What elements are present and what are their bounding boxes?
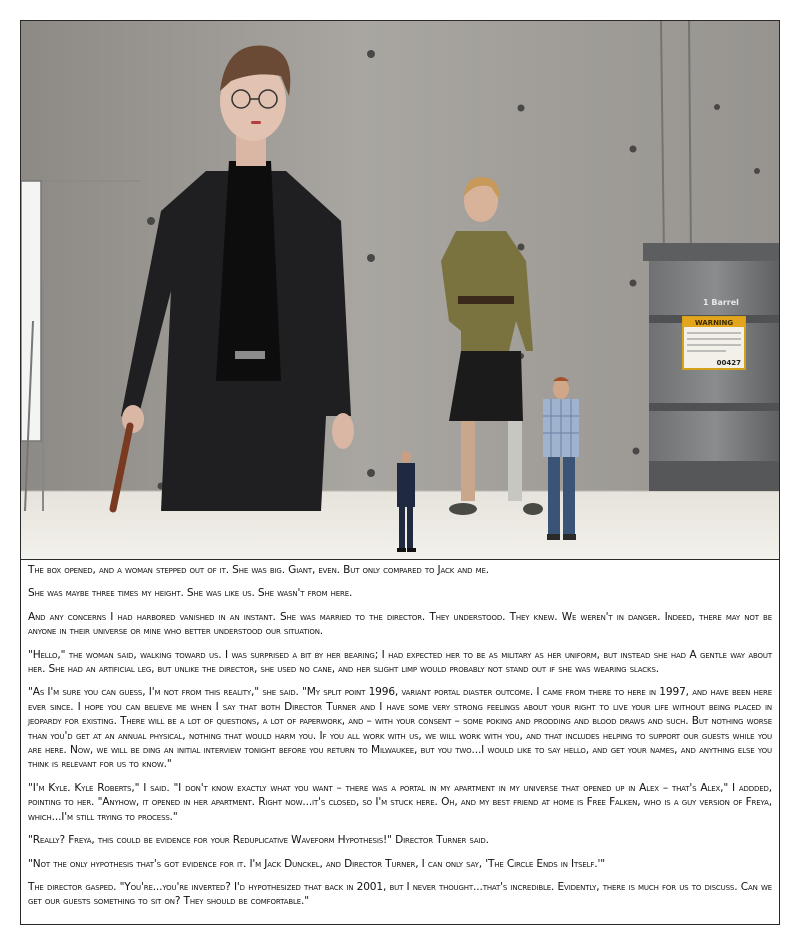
caption-paragraph: "I'm Kyle. Kyle Roberts," I said. "I don't know exactly what you want – there was a portal in my apartment in my universe that opened up in Alex – that's Alex," I addded, pointing to her. "Anyhow, it opened in her apartment. Right now...it's closed, so I'm stuck here. Oh, and my best friend at home is Free Falken, who is a guy version of Freya, which...I'm still trying to process." <box>28 781 772 823</box>
caption-paragraph: She was maybe three times my height. She was like us. She wasn't from here. <box>28 587 353 600</box>
crate-number: 00427 <box>716 359 741 367</box>
comic-panel-illustration <box>20 20 780 560</box>
caption-paragraph: "Really? Freya, this could be evidence for your Reduplicative Waveform Hypothesis!" Director Turner said. <box>28 834 489 847</box>
caption-paragraph: "Hello," the woman said, walking toward us. I was surprised a bit by her bearing; I had expected her to be as military as her uniform, but instead she had A gentle way about her. She had an artificial leg, but unlike the director, she used no cane, and her slight limp would probably not stand out if she was wearing slacks. <box>28 648 772 676</box>
story-caption-box <box>20 559 780 925</box>
crate-warning-title: WARNING <box>694 319 734 327</box>
caption-paragraph: The director gasped. "You're...you're inverted? I'd hypothesized that back in 2001, but I never thought...that's incredible. Evidently, there is much for us to discuss. Can we get our guests something to sit on? They should be comfortable." <box>28 880 772 908</box>
caption-paragraph: And any concerns I had harbored vanished in an instant. She was married to the director. They understood. They knew. We weren't in danger. Indeed, there may not be anyone in their universe or mine who better understood our situation. <box>28 610 772 638</box>
caption-paragraph: "As I'm sure you can guess, I'm not from this reality," she said. "My split point 1996, variant portal diaster outcome. I came from there to here in 1997, and have been here ever since. I hope you can believe me when I say that both Director Turner and I have some very strong feelings about your right to live your life without being placed in jeopardy for existing. There will be a lot of questions, a lot of paperwork, and – with your consent – some poking and prodding and blood draws and such. But nothing worse than you'd get at an annual physical, nothing that would harm you. If you all work with us, we will work with you, and that includes helping to support our guests while you are here. Now, we will be ding an initial interview tonight before you return to Milwaukee, but you two...I would like to say hello, and get your names, and anything else you think is relevant for us to know." <box>28 686 772 771</box>
caption-paragraph: "Not the only hypothesis that's got evidence for it. I'm Jack Dunckel, and Director Turner, I can only say, 'The Circle Ends in Itself.'" <box>28 857 605 870</box>
crate-stencil: 1 Barrel <box>703 298 739 307</box>
crate <box>643 243 779 491</box>
caption-paragraph: The box opened, and a woman stepped out of it. She was big. Giant, even. But only compared to Jack and me. <box>28 564 489 576</box>
